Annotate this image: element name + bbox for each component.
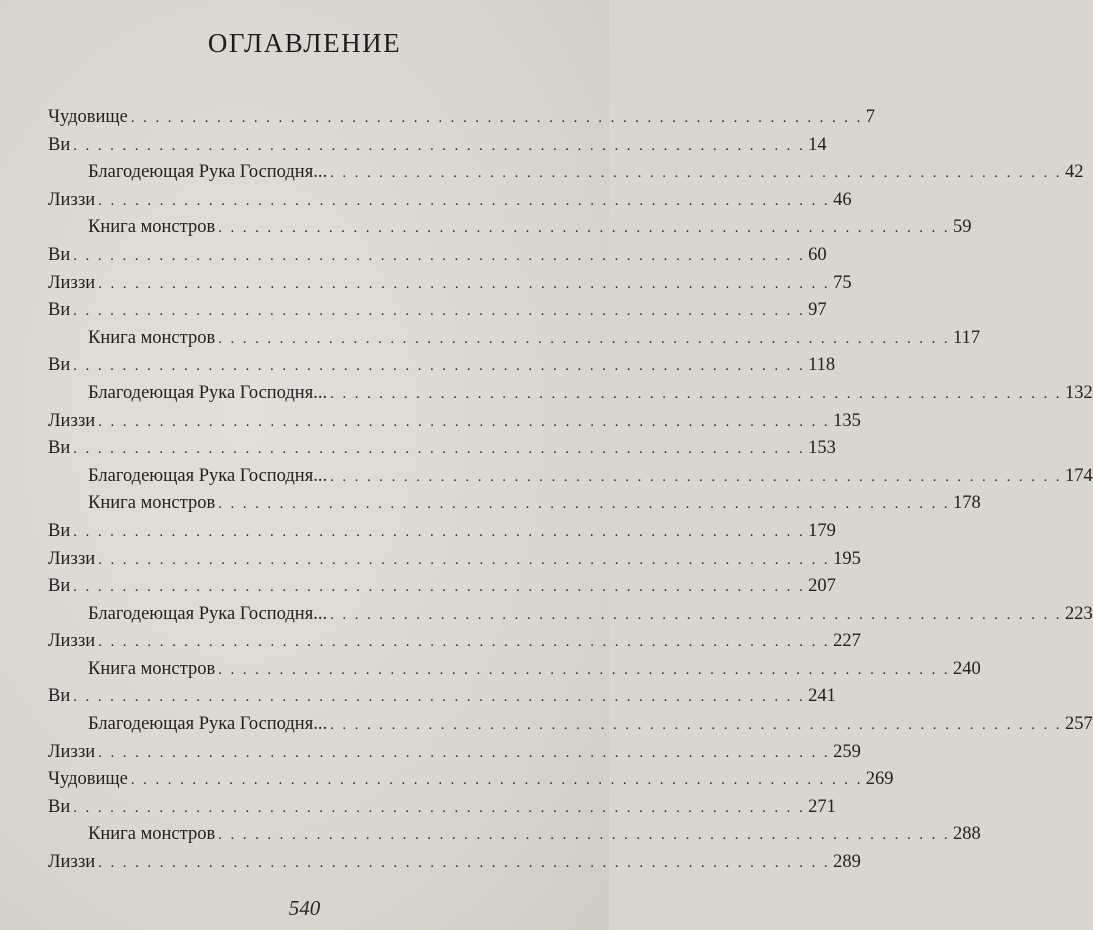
toc-entry-title: Чудовище [48,769,128,790]
toc-entry-title: Благодеющая Рука Господня... [88,162,328,183]
toc-entry-page-number: 42 [1064,162,1084,183]
toc-entry-page-number: 269 [865,769,894,790]
toc-entry [48,794,836,822]
toc-entry-page-number: 288 [953,824,981,845]
dot-leader: . . . . . . . . . . . . . . . . . . . . . . . . . . . . . . . . . . . . . . . . . . . . . . . . . . . . . . . . . . . . [73,799,806,816]
toc-entry-title: Ви [48,438,71,459]
toc-entry-page-number: 227 [833,631,861,652]
dot-leader: . . . . . . . . . . . . . . . . . . . . . . . . . . . . . . . . . . . . . . . . . . . . . . . . . . . . . . . . . . . . [218,330,951,347]
dot-leader: . . . . . . . . . . . . . . . . . . . . . . . . . . . . . . . . . . . . . . . . . . . . . . . . . . . . . . . . . . . . [98,275,831,292]
dot-leader: . . . . . . . . . . . . . . . . . . . . . . . . . . . . . . . . . . . . . . . . . . . . . . . . . . . . . . . . . . . . [330,385,1062,402]
toc-entry [48,683,836,711]
toc-entry-title: Ви [48,244,71,265]
toc-entry-page-number: 46 [833,189,852,210]
toc-entry [48,187,852,215]
toc-entry-page-number: 259 [833,741,861,762]
toc-entry-page-number: 117 [953,327,981,348]
toc-entry-title: Благодеющая Рука Господня... [88,603,328,624]
toc-entry-title: Благодеющая Рука Господня... [88,714,328,735]
toc-entry-page-number: 179 [808,520,836,541]
toc-entry-title: Лиззи [48,272,96,293]
toc-entry-page-number: 240 [953,658,981,679]
toc-entry-page-number: 271 [808,796,836,817]
dot-leader: . . . . . . . . . . . . . . . . . . . . . . . . . . . . . . . . . . . . . . . . . . . . . . . . . . . . . . . . . . . . [73,358,806,375]
dot-leader: . . . . . . . . . . . . . . . . . . . . . . . . . . . . . . . . . . . . . . . . . . . . . . . . . . . . . . . . . . . . [98,744,831,761]
toc-entry [48,546,861,574]
toc-entry-page-number: 75 [833,272,852,293]
toc-entry-title: Ви [48,796,71,817]
dot-leader: . . . . . . . . . . . . . . . . . . . . . . . . . . . . . . . . . . . . . . . . . . . . . . . . . . . . . . . . . . . . [73,579,806,596]
dot-leader: . . . . . . . . . . . . . . . . . . . . . . . . . . . . . . . . . . . . . . . . . . . . . . . . . . . . . . . . . . . . [218,661,951,678]
toc-entry [48,297,827,325]
dot-leader: . . . . . . . . . . . . . . . . . . . . . . . . . . . . . . . . . . . . . . . . . . . . . . . . . . . . . . . . . . . . [98,413,831,430]
dot-leader: . . . . . . . . . . . . . . . . . . . . . . . . . . . . . . . . . . . . . . . . . . . . . . . . . . . . . . . . . . . . [218,496,951,513]
dot-leader: . . . . . . . . . . . . . . . . . . . . . . . . . . . . . . . . . . . . . . . . . . . . . . . . . . . . . . . . . . . . [218,827,951,844]
toc-entry-page-number: 97 [808,300,827,321]
toc-entry-title: Лиззи [48,548,96,569]
toc-entry [48,849,861,877]
toc-entry-title: Книга монстров [88,824,216,845]
toc-entry-page-number: 132 [1064,382,1093,403]
toc-entry [48,490,981,518]
toc-entry-title: Ви [48,686,71,707]
toc-entry-title: Книга монстров [88,327,216,348]
dot-leader: . . . . . . . . . . . . . . . . . . . . . . . . . . . . . . . . . . . . . . . . . . . . . . . . . . . . . . . . . . . . [73,247,806,264]
toc-entry-page-number: 135 [833,410,861,431]
toc-entry-title: Благодеющая Рука Господня... [88,382,328,403]
toc-entry [48,104,875,132]
toc-entry-page-number: 153 [808,438,836,459]
toc-entry [48,518,836,546]
toc-entry [48,766,894,794]
dot-leader: . . . . . . . . . . . . . . . . . . . . . . . . . . . . . . . . . . . . . . . . . . . . . . . . . . . . . . . . . . . . [73,303,806,320]
toc-entry [48,270,852,298]
toc-entry-title: Книга монстров [88,493,216,514]
toc-entry [48,408,861,436]
toc-entry-title: Благодеющая Рука Господня... [88,465,328,486]
toc-entry-title: Лиззи [48,631,96,652]
dot-leader: . . . . . . . . . . . . . . . . . . . . . . . . . . . . . . . . . . . . . . . . . . . . . . . . . . . . . . . . . . . . [98,192,831,209]
toc-entry-page-number: 289 [833,852,861,873]
dot-leader: . . . . . . . . . . . . . . . . . . . . . . . . . . . . . . . . . . . . . . . . . . . . . . . . . . . . . . . . . . . . [330,606,1062,623]
toc-entry [48,463,1093,491]
toc-entry [48,628,861,656]
toc-entry [48,656,981,684]
toc-entry [48,821,981,849]
toc-entry-page-number: 174 [1064,465,1093,486]
toc-entry-page-number: 7 [865,107,875,127]
toc-entry [48,242,827,270]
toc-entry-page-number: 59 [953,217,972,238]
toc-entry-title: Лиззи [48,852,96,873]
toc-entry [48,573,836,601]
table-of-contents [48,104,1093,877]
dot-leader: . . . . . . . . . . . . . . . . . . . . . . . . . . . . . . . . . . . . . . . . . . . . . . . . . . . . . . . . . . . . [98,855,831,872]
dot-leader: . . . . . . . . . . . . . . . . . . . . . . . . . . . . . . . . . . . . . . . . . . . . . . . . . . . . . . . . . . . . [130,110,863,126]
dot-leader: . . . . . . . . . . . . . . . . . . . . . . . . . . . . . . . . . . . . . . . . . . . . . . . . . . . . . . . . . . . . [73,689,806,706]
toc-entry-page-number: 257 [1064,714,1093,735]
toc-entry-page-number: 223 [1064,603,1093,624]
dot-leader: . . . . . . . . . . . . . . . . . . . . . . . . . . . . . . . . . . . . . . . . . . . . . . . . . . . . . . . . . . . . [98,634,831,651]
toc-entry [48,159,1084,187]
toc-entry-title: Ви [48,576,71,597]
toc-entry-page-number: 195 [833,548,861,569]
toc-entry [48,711,1093,739]
toc-entry [48,352,836,380]
dot-leader: . . . . . . . . . . . . . . . . . . . . . . . . . . . . . . . . . . . . . . . . . . . . . . . . . . . . . . . . . . . . [330,165,1062,182]
page-number-footer: 540 [288,896,321,920]
toc-entry-title: Чудовище [48,107,128,127]
toc-entry [48,380,1093,408]
toc-entry-title: Ви [48,300,71,321]
toc-entry [48,601,1093,629]
toc-entry [48,132,827,160]
dot-leader: . . . . . . . . . . . . . . . . . . . . . . . . . . . . . . . . . . . . . . . . . . . . . . . . . . . . . . . . . . . . [330,717,1062,734]
toc-entry-page-number: 178 [953,493,981,514]
dot-leader: . . . . . . . . . . . . . . . . . . . . . . . . . . . . . . . . . . . . . . . . . . . . . . . . . . . . . . . . . . . . [98,551,831,568]
dot-leader: . . . . . . . . . . . . . . . . . . . . . . . . . . . . . . . . . . . . . . . . . . . . . . . . . . . . . . . . . . . . [73,523,806,540]
dot-leader: . . . . . . . . . . . . . . . . . . . . . . . . . . . . . . . . . . . . . . . . . . . . . . . . . . . . . . . . . . . . [73,441,806,458]
toc-entry-page-number: 207 [808,576,836,597]
toc-entry-title: Ви [48,134,71,155]
toc-entry-page-number: 241 [808,686,836,707]
toc-entry-title: Лиззи [48,189,96,210]
toc-entry-page-number: 14 [808,134,827,155]
toc-entry-title: Книга монстров [88,217,216,238]
page-title: ОГЛАВЛЕНИЕ [207,28,402,58]
toc-entry [48,214,972,242]
toc-entry [48,739,861,767]
toc-entry-title: Книга монстров [88,658,216,679]
dot-leader: . . . . . . . . . . . . . . . . . . . . . . . . . . . . . . . . . . . . . . . . . . . . . . . . . . . . . . . . . . . . [218,220,951,237]
toc-entry-page-number: 60 [808,244,827,265]
toc-entry-title: Лиззи [48,410,96,431]
toc-entry [48,325,981,353]
toc-entry-title: Ви [48,355,71,376]
toc-entry-title: Ви [48,520,71,541]
dot-leader: . . . . . . . . . . . . . . . . . . . . . . . . . . . . . . . . . . . . . . . . . . . . . . . . . . . . . . . . . . . . [330,468,1062,485]
dot-leader: . . . . . . . . . . . . . . . . . . . . . . . . . . . . . . . . . . . . . . . . . . . . . . . . . . . . . . . . . . . . [130,772,863,789]
toc-entry-title: Лиззи [48,741,96,762]
toc-entry [48,435,836,463]
toc-entry-page-number: 118 [808,355,836,376]
dot-leader: . . . . . . . . . . . . . . . . . . . . . . . . . . . . . . . . . . . . . . . . . . . . . . . . . . . . . . . . . . . . [73,137,806,154]
